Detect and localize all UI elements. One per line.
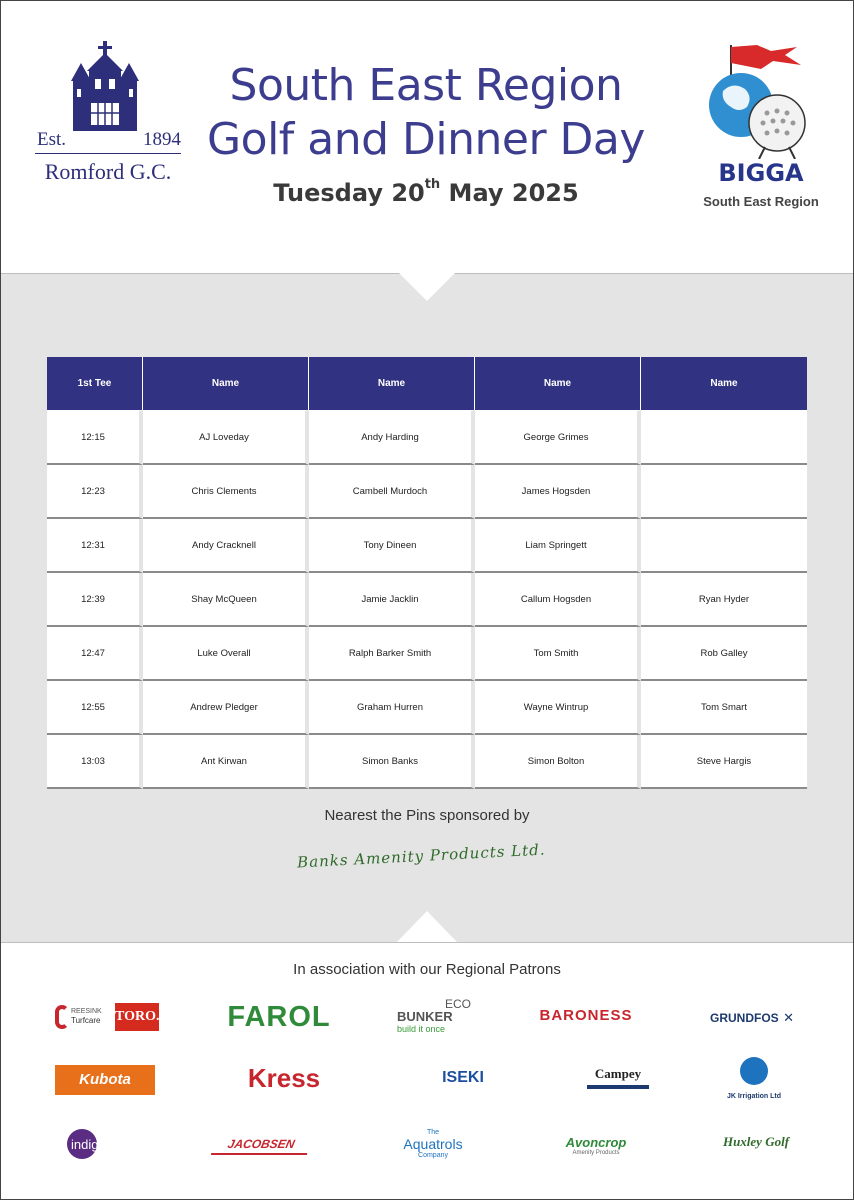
iseki-text: ISEKI <box>442 1069 484 1086</box>
campey-bar <box>587 1085 649 1089</box>
jacobsen-text: JACOBSEN <box>226 1137 297 1151</box>
avoncrop-tagline: Amenity Products <box>572 1150 620 1156</box>
title-line-1: South East Region <box>229 60 623 111</box>
kress-text: Kress <box>247 1063 321 1093</box>
kress-logo <box>229 1063 339 1094</box>
avoncrop-text: Avoncrop <box>565 1135 627 1150</box>
bunker-tagline: build it once <box>397 1024 446 1034</box>
baroness-text: BARONESS <box>539 1007 633 1024</box>
player-name: Andy Cracknell <box>143 519 309 573</box>
player-name: Cambell Murdoch <box>309 465 475 519</box>
player-name: Luke Overall <box>143 627 309 681</box>
page-title <box>191 59 661 167</box>
player-name: James Hogsden <box>475 465 641 519</box>
table-row <box>47 410 807 465</box>
header-name: Name <box>309 357 475 410</box>
huxley-text: Huxley Golf <box>722 1134 790 1149</box>
indigrow-logo <box>63 1127 157 1167</box>
tee-time: 13:03 <box>47 735 143 789</box>
notch-bottom <box>397 911 457 942</box>
jk-irrigation-logo <box>719 1057 789 1101</box>
header-1st-tee: 1st Tee <box>47 357 143 410</box>
established-label: Est. <box>37 129 67 150</box>
aquatrols-logo <box>383 1129 483 1159</box>
player-name <box>641 465 807 519</box>
campey-logo <box>587 1065 649 1099</box>
date-prefix: Tuesday 20 <box>273 179 425 207</box>
huxley-golf-logo <box>703 1133 809 1151</box>
toro-text: TORO. <box>115 1003 159 1031</box>
player-name: AJ Loveday <box>143 410 309 465</box>
baroness-logo <box>531 1007 641 1025</box>
player-name: Ryan Hyder <box>641 573 807 627</box>
table-row <box>47 627 807 681</box>
tee-time: 12:55 <box>47 681 143 735</box>
player-name: Callum Hogsden <box>475 573 641 627</box>
aquatrols-the: The <box>426 1129 440 1136</box>
table-row <box>47 735 807 789</box>
jacobsen-logo <box>211 1135 311 1155</box>
table-row <box>47 519 807 573</box>
pins-sponsor-signature: Banks Amenity Products Ltd. <box>296 840 546 872</box>
bigga-logo <box>701 41 831 221</box>
romford-logo <box>35 41 181 191</box>
player-name: Simon Bolton <box>475 735 641 789</box>
globe-golfball-icon <box>701 41 821 159</box>
player-name: Rob Galley <box>641 627 807 681</box>
player-name <box>641 519 807 573</box>
table-header-row <box>47 357 807 410</box>
campey-text: Campey <box>594 1066 642 1081</box>
bigga-region: South East Region <box>703 194 819 209</box>
turfcare-text: Turfcare <box>71 1016 101 1025</box>
player-name <box>641 410 807 465</box>
header-name: Name <box>641 357 807 410</box>
aquatrols-text: Aquatrols <box>403 1136 463 1152</box>
tee-times-table <box>47 357 807 789</box>
kubota-logo <box>55 1065 155 1095</box>
player-name: Simon Banks <box>309 735 475 789</box>
header-name: Name <box>475 357 641 410</box>
table-row <box>47 681 807 735</box>
player-name: Steve Hargis <box>641 735 807 789</box>
date-suffix: May 2025 <box>440 179 579 207</box>
tee-time: 12:15 <box>47 410 143 465</box>
player-name: Shay McQueen <box>143 573 309 627</box>
iseki-logo <box>413 1069 513 1087</box>
clubhouse-icon <box>35 41 181 131</box>
club-name: Romford G.C. <box>44 159 172 184</box>
avoncrop-logo <box>551 1135 641 1156</box>
event-date <box>191 179 661 207</box>
player-name: George Grimes <box>475 410 641 465</box>
tee-time: 12:39 <box>47 573 143 627</box>
tee-time: 12:31 <box>47 519 143 573</box>
table-row <box>47 465 807 519</box>
player-name: Wayne Wintrup <box>475 681 641 735</box>
date-ordinal: th <box>424 177 441 192</box>
eco-text: ECO <box>444 997 471 1011</box>
player-name: Ralph Barker Smith <box>309 627 475 681</box>
player-name: Andrew Pledger <box>143 681 309 735</box>
header-name: Name <box>143 357 309 410</box>
player-name: Tom Smart <box>641 681 807 735</box>
jk-text: JK Irrigation Ltd <box>726 1093 782 1100</box>
table-row <box>47 573 807 627</box>
farol-logo <box>227 1001 331 1034</box>
grundfos-logo <box>697 1009 807 1027</box>
reesink-toro-logo <box>55 1001 159 1033</box>
notch-top <box>397 271 457 301</box>
nearest-pins-label: Nearest the Pins sponsored by <box>324 807 530 824</box>
aquatrols-company: Company <box>418 1152 448 1159</box>
reesink-text: REESINK <box>71 1008 102 1015</box>
tee-time: 12:23 <box>47 465 143 519</box>
eco-bunker-logo <box>395 997 475 1037</box>
player-name: Tony Dineen <box>309 519 475 573</box>
kubota-text: Kubota <box>79 1071 131 1088</box>
farol-text: FAROL <box>227 1001 331 1033</box>
header <box>1 1 853 273</box>
indigrow-text: indigrow <box>71 1137 120 1152</box>
tee-time: 12:47 <box>47 627 143 681</box>
player-name: Tom Smith <box>475 627 641 681</box>
player-name: Chris Clements <box>143 465 309 519</box>
established-year: 1894 <box>143 129 181 150</box>
player-name: Graham Hurren <box>309 681 475 735</box>
grundfos-x-icon: ✕ <box>783 1010 795 1025</box>
player-name: Ant Kirwan <box>143 735 309 789</box>
grundfos-text: GRUNDFOS <box>709 1011 779 1025</box>
reesink-icon <box>55 1005 69 1029</box>
player-name: Jamie Jacklin <box>309 573 475 627</box>
player-name: Liam Springett <box>475 519 641 573</box>
title-line-2: Golf and Dinner Day <box>207 114 645 165</box>
logo-divider <box>35 153 181 154</box>
patrons-label: In association with our Regional Patrons <box>293 961 561 978</box>
water-drop-icon <box>740 1057 768 1085</box>
bigga-name: BIGGA <box>718 159 804 187</box>
bunker-text: BUNKER <box>397 1009 453 1024</box>
player-name: Andy Harding <box>309 410 475 465</box>
